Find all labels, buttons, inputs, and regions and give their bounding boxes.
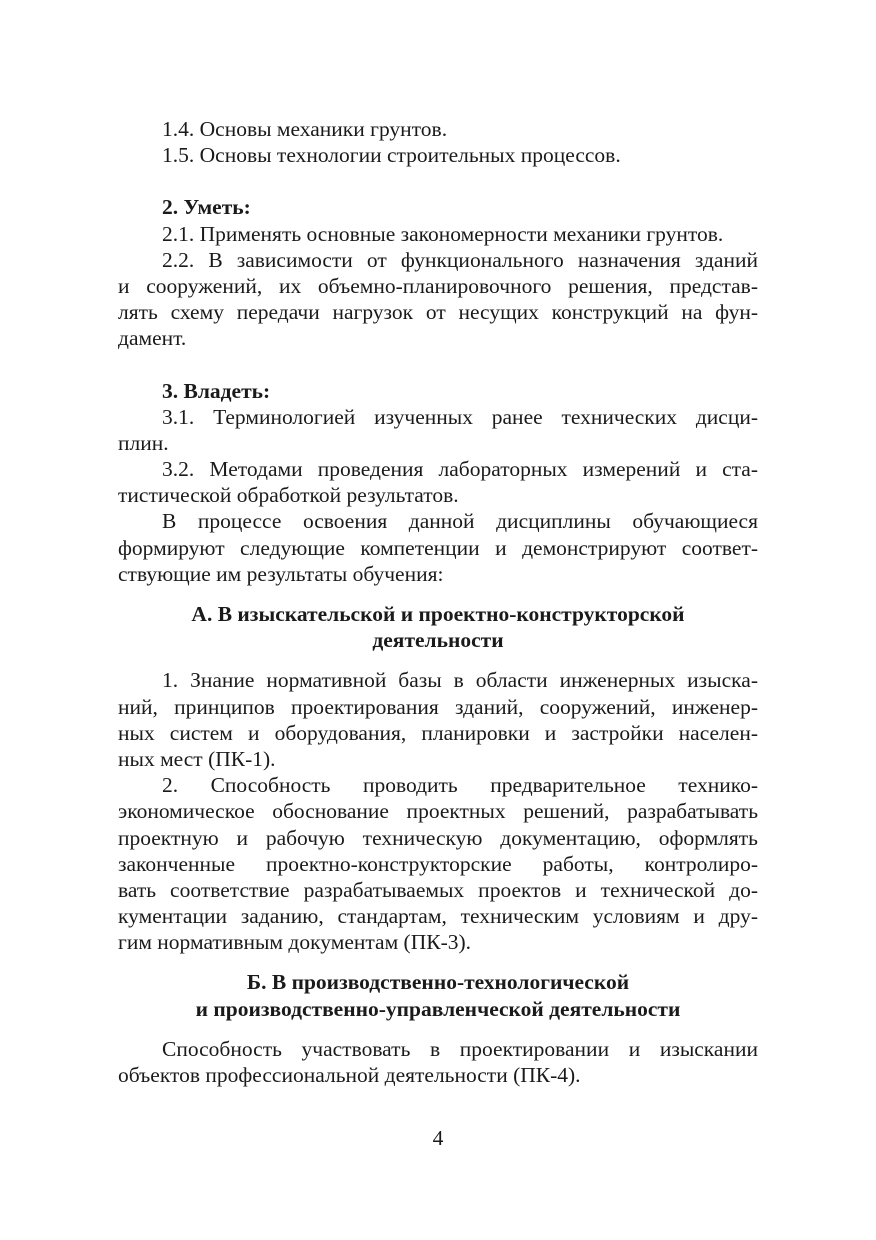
- section-a-item-1-line-4: ных мест (ПК-1).: [118, 746, 276, 771]
- intro-line-3: ствующие им результаты обучения:: [118, 561, 444, 586]
- possess-heading: 3. Владеть:: [162, 378, 271, 403]
- know-item-1-4: 1.4. Основы механики грунтов.: [162, 117, 448, 141]
- possess-item-3-2-line-1: 3.2. Методами проведения лабораторных измерений и ста-: [162, 457, 758, 482]
- skills-item-2-2-line-2: и сооружений, их объемно-планировочного решения, представ-: [118, 273, 758, 298]
- section-a-item-2-line-1: 2. Способность проводить предварительное технико-: [162, 773, 758, 798]
- section-a-item-1-line-3: ных систем и оборудования, планировки и застройки населен-: [118, 720, 758, 745]
- section-b-title-line-1: Б. В производственно-технологической: [246, 970, 630, 995]
- section-a-item-2-line-6: кументации заданию, стандартам, техническим условиям и дру-: [118, 904, 758, 929]
- section-a-item-1-line-2: ний, принципов проектирования зданий, сооружений, инженер-: [118, 694, 758, 719]
- section-a-title-line-2: деятельности: [372, 628, 504, 653]
- section-a-item-2-line-5: вать соответствие разрабатываемых проектов и технической до-: [118, 877, 758, 902]
- section-b-item-line-2: объектов профессиональной деятельности (ПК-4).: [118, 1063, 581, 1087]
- section-a-item-1-line-1: 1. Знание нормативной базы в области инженерных изыска-: [162, 668, 758, 693]
- skills-item-2-2-line-3: лять схему передачи нагрузок от несущих конструкций на фун-: [118, 300, 758, 325]
- possess-item-3-1-line-2: плин.: [118, 430, 169, 455]
- section-a-item-2-line-2: экономическое обоснование проектных решений, разрабатывать: [118, 799, 758, 824]
- section-a-item-2-line-3: проектную и рабочую техническую документацию, оформлять: [118, 825, 758, 850]
- possess-item-3-2-line-2: тистической обработкой результатов.: [118, 483, 459, 508]
- intro-line-2: формируют следующие компетенции и демонстрируют соответ-: [118, 535, 758, 560]
- skills-item-2-2-line-1: 2.2. В зависимости от функционального назначения зданий: [162, 247, 758, 272]
- know-item-1-5: 1.5. Основы технологии строительных процессов.: [162, 143, 621, 168]
- page-body: [118, 116, 758, 1088]
- page-number: 4: [432, 1126, 444, 1150]
- section-a-title-line-1: А. В изыскательской и проектно-конструкторской: [191, 602, 685, 626]
- section-b-item-line-1: Способность участвовать в проектировании и изыскании: [162, 1036, 758, 1061]
- section-a-item-2-line-7: гим нормативным документам (ПК-3).: [118, 930, 472, 955]
- skills-item-2-2-line-4: дамент.: [118, 326, 187, 351]
- skills-heading: 2. Уметь:: [162, 195, 251, 220]
- possess-item-3-1-line-1: 3.1. Терминологией изученных ранее технических дисци-: [162, 404, 758, 429]
- skills-item-2-1: 2.1. Применять основные закономерности механики грунтов.: [162, 221, 724, 246]
- intro-line-1: В процессе освоения данной дисциплины обучающиеся: [162, 509, 758, 534]
- section-a-item-2-line-4: законченные проектно-конструкторские работы, контролиро-: [118, 851, 758, 876]
- section-b-title-line-2: и производственно-управленческой деятельности: [195, 996, 681, 1021]
